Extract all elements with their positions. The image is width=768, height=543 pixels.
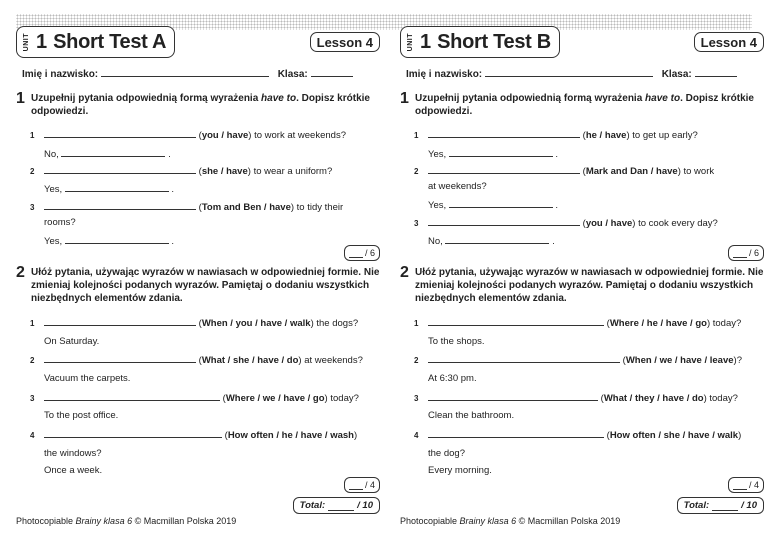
short-answer-field[interactable]: [61, 147, 165, 157]
answer-field[interactable]: [428, 164, 580, 174]
answer-text: At 6:30 pm.: [428, 373, 477, 384]
total-score-box: Total: / 10: [293, 497, 380, 514]
score-box-ex2: / 4: [344, 477, 380, 493]
exercise-number: 2: [16, 264, 25, 281]
answer-field[interactable]: [428, 353, 620, 363]
short-answer-field[interactable]: [65, 182, 169, 192]
short-answer-1: Yes, .: [428, 149, 559, 160]
short-answer-field[interactable]: [65, 234, 169, 244]
short-answer-field[interactable]: [445, 234, 549, 244]
answer-text: Once a week.: [44, 465, 103, 476]
title-box: [400, 26, 560, 58]
answer-field[interactable]: [44, 353, 196, 363]
exercise-instructions: Uzupełnij pytania odpowiednią formą wyrażenia have to. Dopisz krótkie odpowiedzi.: [31, 93, 370, 117]
unit-number: 1: [36, 31, 48, 53]
lesson-badge: Lesson 4: [310, 32, 380, 52]
exercise-number: 2: [400, 264, 409, 281]
exercise-instructions: Ułóż pytania, używając wyrazów w nawiasach w odpowiedniej formie. Nie zmieniaj kolejności podanych wyrazów. Pamiętaj o dodaniu wszystkich niezbędnych elementów zdania.: [415, 267, 764, 304]
question-4-continued: the dog?: [428, 448, 465, 459]
short-test-b: UNIT 1 Short Test B Lesson 4 Imię i nazwisko: Klasa: 1 Uzupełnij pytania odpowiednią formą wyrażenia have to. Dopisz krótkie odpowiedzi. 1 (he / have) to get up early? Yes, . 2 (Mark and Dan / have) to work at weekends? Yes, . 3 (you / have) to cook every day? No, . / 6 2 Ułóż pytania, używając wyrazów w nawiasach w odpowiedniej formie. Nie zmieniaj kolejności podanych wyrazów. Pamiętaj o dodaniu wszystkich niezbędnych elementów zdania. 1 (Where / he / have / go) today? To the shops. 2 (When / we / have / leave)? At 6:30 pm. 3 (What / they / have / do) today? Clean the bathroom. 4 (How often / she / have / walk) the dog? Every morning. / 4 Total: / 10 Photocopiable Brainy klasa 6 © Macmillan Polska 2019: [400, 0, 768, 543]
class-label: Klasa:: [277, 69, 308, 80]
answer-text: To the shops.: [428, 336, 485, 347]
footer-copyright: Photocopiable Brainy klasa 6 © Macmillan Polska 2019: [400, 516, 621, 526]
name-label: Imię i nazwisko:: [22, 69, 99, 80]
answer-field[interactable]: [44, 428, 222, 438]
exercise-instructions: Ułóż pytania, używając wyrazów w nawiasach w odpowiedniej formie. Nie zmieniaj kolejności podanych wyrazów. Pamiętaj o dodaniu wszystkich niezbędnych elementów zdania.: [31, 267, 380, 304]
class-label: Klasa:: [661, 69, 692, 80]
unit-tag: UNIT: [407, 32, 414, 52]
score-box-ex1: / 6: [728, 245, 764, 261]
title-box: [16, 26, 175, 58]
test-title: Short Test B: [437, 30, 551, 53]
total-label: Total:: [299, 500, 326, 511]
answer-field[interactable]: [428, 128, 580, 138]
answer-field[interactable]: [44, 164, 196, 174]
score-box-ex1: / 6: [344, 245, 380, 261]
short-answer-field[interactable]: [449, 198, 553, 208]
short-answer-3: No, .: [428, 236, 555, 247]
short-answer-2: Yes, .: [428, 200, 559, 211]
name-label: Imię i nazwisko:: [406, 69, 483, 80]
name-field[interactable]: [485, 67, 653, 77]
answer-field[interactable]: [44, 391, 220, 401]
answer-field[interactable]: [428, 316, 604, 326]
exercise-number: 1: [16, 90, 25, 107]
answer-text: On Saturday.: [44, 336, 100, 347]
exercise-number: 1: [400, 90, 409, 107]
name-row: [406, 67, 764, 80]
answer-field[interactable]: [44, 128, 196, 138]
short-answer-3: Yes, .: [44, 236, 175, 247]
exercise-instructions: Uzupełnij pytania odpowiednią formą wyrażenia have to. Dopisz krótkie odpowiedzi.: [415, 93, 754, 117]
answer-text: Vacuum the carpets.: [44, 373, 131, 384]
lesson-badge: Lesson 4: [694, 32, 764, 52]
short-answer-field[interactable]: [449, 147, 553, 157]
score-box-ex2: / 4: [728, 477, 764, 493]
short-answer-1: No, .: [44, 149, 171, 160]
class-field[interactable]: [311, 67, 353, 77]
answer-field[interactable]: [428, 428, 604, 438]
question-3-continued: rooms?: [44, 217, 76, 228]
question-2-continued: at weekends?: [428, 181, 487, 192]
unit-tag: UNIT: [23, 32, 30, 52]
answer-field[interactable]: [44, 200, 196, 210]
answer-text: Clean the bathroom.: [428, 410, 515, 421]
answer-field[interactable]: [44, 316, 196, 326]
footer-copyright: Photocopiable Brainy klasa 6 © Macmillan Polska 2019: [16, 516, 237, 526]
unit-number: 1: [420, 31, 432, 53]
answer-text: To the post office.: [44, 410, 119, 421]
answer-field[interactable]: [428, 391, 598, 401]
short-answer-2: Yes, .: [44, 184, 175, 195]
answer-text: Every morning.: [428, 465, 492, 476]
question-4-continued: the windows?: [44, 448, 102, 459]
name-row: [22, 67, 380, 80]
total-label: Total:: [683, 500, 710, 511]
test-title: Short Test A: [53, 30, 167, 53]
short-test-a: UNIT 1 Short Test A Lesson 4 Imię i nazwisko: Klasa: 1 Uzupełnij pytania odpowiednią formą wyrażenia have to. Dopisz krótkie odpowiedzi. 1 (you / have) to work at weekends? No, . 2 (she / have) to wear a uniform? Yes, . 3 (Tom and Ben / have) to tidy their rooms? Yes, . / 6 2 Ułóż pytania, używając wyrazów w nawiasach w odpowiedniej formie. Nie zmieniaj kolejności podanych wyrazów. Pamiętaj o dodaniu wszystkich niezbędnych elementów zdania. 1 (When / you / have / walk) the dogs? On Saturday. 2 (What / she / have / do) at weekends? Vacuum the carpets. 3 (Where / we / have / go) today? To the post office. 4 (How often / he / have / wash) the windows? Once a week. / 4 Total: / 10 Photocopiable Brainy klasa 6 © Macmillan Polska 2019: [16, 0, 386, 543]
answer-field[interactable]: [428, 216, 580, 226]
class-field[interactable]: [695, 67, 737, 77]
total-score-box: Total: / 10: [677, 497, 764, 514]
name-field[interactable]: [101, 67, 269, 77]
